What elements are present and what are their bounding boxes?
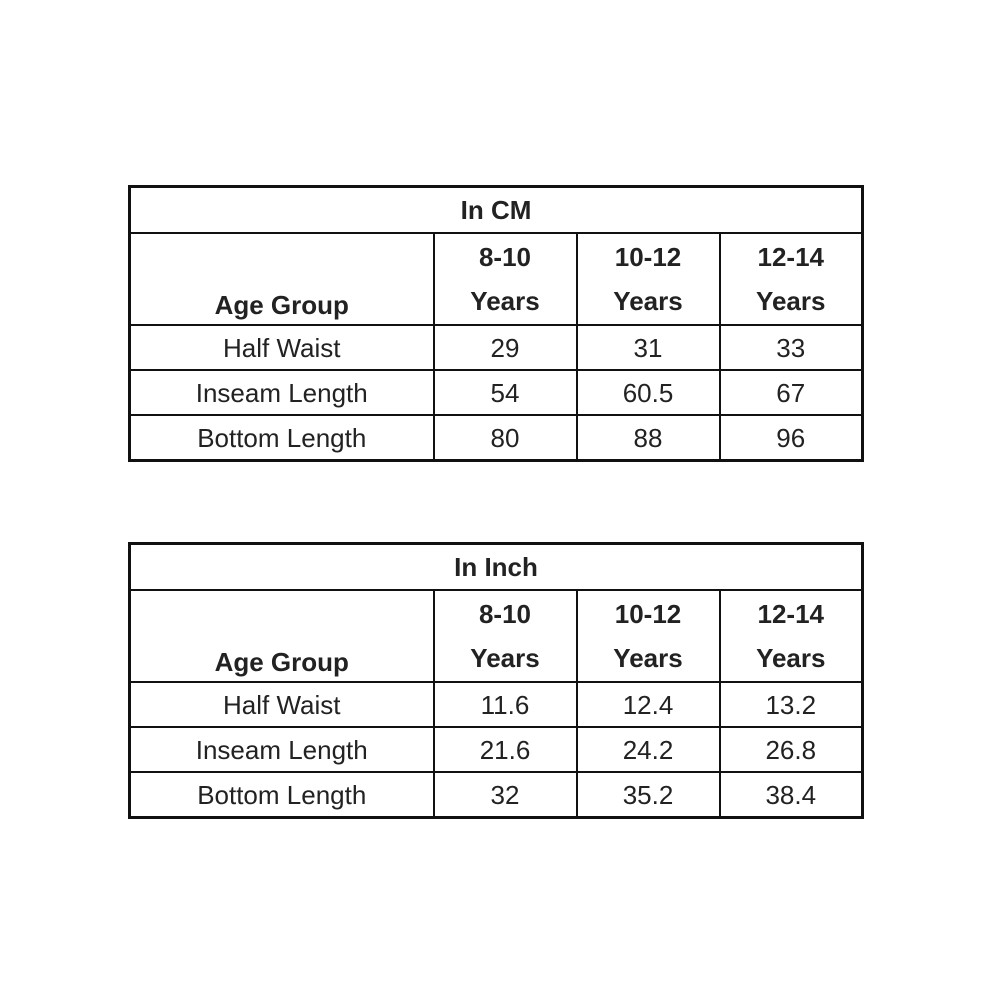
column-unit: Years [470, 643, 540, 673]
row-label: Half Waist [130, 325, 434, 370]
table-title-row [130, 544, 863, 591]
column-range: 8-10 [478, 599, 532, 629]
table-cell: 88 [577, 415, 720, 461]
table-cell: 29 [434, 325, 577, 370]
column-range: 12-14 [757, 242, 824, 272]
table-cell: 35.2 [577, 772, 720, 818]
column-header [577, 590, 720, 682]
column-unit: Years [756, 286, 826, 316]
table-cell: 12.4 [577, 682, 720, 727]
table-header-row [130, 590, 863, 682]
table-header-row [130, 233, 863, 325]
table-row [130, 370, 863, 415]
table-cell: 67 [720, 370, 863, 415]
column-range: 12-14 [757, 599, 825, 629]
table-cell: 26.8 [720, 727, 863, 772]
table-row [130, 415, 863, 461]
table-cell: 13.2 [720, 682, 863, 727]
table-cell: 80 [434, 415, 577, 461]
table-cell: 11.6 [434, 682, 577, 727]
column-range: 8-10 [478, 242, 532, 272]
row-label: Half Waist [130, 682, 434, 727]
column-header [434, 590, 577, 682]
table-cell: 32 [434, 772, 577, 818]
age-group-header: Age Group [130, 590, 434, 682]
table-cell: 31 [577, 325, 720, 370]
column-header [720, 233, 863, 325]
table-row [130, 682, 863, 727]
size-chart-inch-table [128, 542, 864, 819]
column-unit: Years [756, 643, 826, 673]
row-label: Bottom Length [130, 415, 434, 461]
column-header [577, 233, 720, 325]
column-unit: Years [613, 643, 683, 673]
row-label: Inseam Length [130, 370, 434, 415]
column-unit: Years [613, 286, 683, 316]
table-title: In CM [130, 187, 863, 234]
table-title-row [130, 187, 863, 234]
age-group-header: Age Group [130, 233, 434, 325]
column-range: 10-12 [614, 242, 682, 272]
table-cell: 21.6 [434, 727, 577, 772]
table-cell: 38.4 [720, 772, 863, 818]
table-row [130, 772, 863, 818]
table-title: In Inch [130, 544, 863, 591]
table-cell: 96 [720, 415, 863, 461]
table-cell: 54 [434, 370, 577, 415]
table-cell: 33 [720, 325, 863, 370]
column-header [434, 233, 577, 325]
row-label: Bottom Length [130, 772, 434, 818]
table-cell: 60.5 [577, 370, 720, 415]
column-header [720, 590, 863, 682]
size-chart-cm-table [128, 185, 864, 462]
table-row [130, 325, 863, 370]
column-range: 10-12 [614, 599, 682, 629]
table-row [130, 727, 863, 772]
table-cell: 24.2 [577, 727, 720, 772]
column-unit: Years [470, 286, 540, 316]
row-label: Inseam Length [130, 727, 434, 772]
